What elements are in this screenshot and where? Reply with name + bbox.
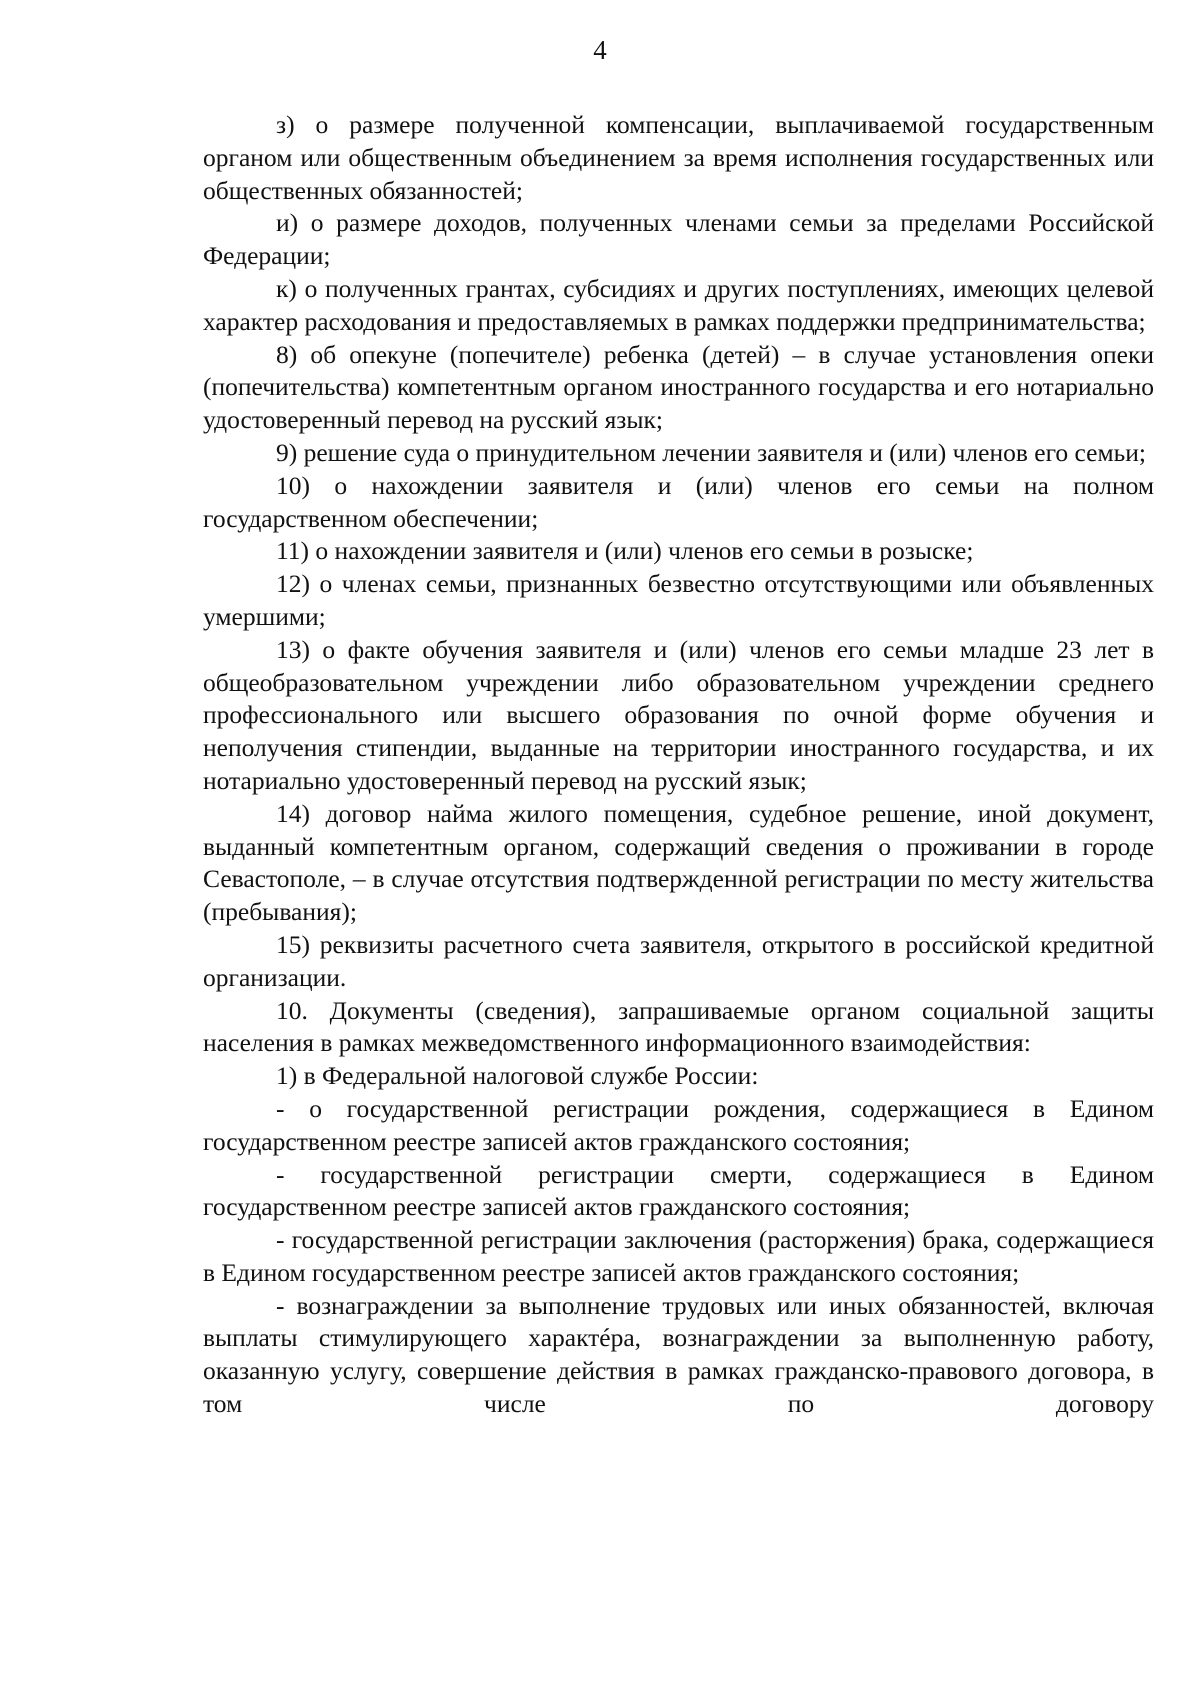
document-body: [203, 109, 1154, 1421]
paragraph-item-i: и) о размере доходов, полученных членами семьи за пределами Российской Федерации;: [203, 208, 1154, 271]
paragraph-item-11: 11) о нахождении заявителя и (или) членов его семьи в розыске;: [276, 536, 974, 566]
page-number: 4: [593, 35, 607, 65]
list-item-death-registration: - государственной регистрации смерти, содержащиеся в Едином государственном реестре записей актов гражданского состояния;: [203, 1159, 1154, 1222]
paragraph-item-14: 14) договор найма жилого помещения, судебное решение, иной документ, выданный компетентным органом, содержащий сведения о проживании в городе Севастополе, – в случае отсутствия подтвержденной регистрации по месту жительства (пребывания);: [203, 798, 1154, 927]
paragraph-item-12: 12) о членах семьи, признанных безвестно отсутствующими или объявленных умершими;: [203, 569, 1154, 631]
paragraph-item-z: з) о размере полученной компенсации, выплачиваемой государственным органом или общественным объединением за время исполнения государственных или общественных обязанностей;: [203, 110, 1154, 205]
paragraph-item-10: 10) о нахождении заявителя и (или) членов его семьи на полном государственном обеспечении;: [203, 470, 1154, 533]
paragraph-item-k: к) о полученных грантах, субсидиях и других поступлениях, имеющих целевой характер расходования и предоставляемых в рамках поддержки предпринимательства;: [203, 273, 1154, 336]
paragraph-item-15: 15) реквизиты расчетного счета заявителя, открытого в российской кредитной организации.: [203, 929, 1154, 992]
subsection-fns: 1) в Федеральной налоговой службе России:: [276, 1061, 759, 1091]
list-item-marriage-registration: - государственной регистрации заключения (расторжения) брака, содержащиеся в Едином государственном реестре записей актов гражданского состояния;: [203, 1225, 1154, 1287]
paragraph-item-13: 13) о факте обучения заявителя и (или) членов его семьи младше 23 лет в общеобразовательном учреждении либо образовательном учреждении среднего профессионального или высшего образования по очной форме обучения и неполучения стипендии, выданные на территории иностранного государства, и их нотариально удостоверенный перевод на русский язык;: [203, 634, 1154, 795]
list-item-birth-registration: - о государственной регистрации рождения, содержащиеся в Едином государственном реестре записей актов гражданского состояния;: [203, 1093, 1154, 1156]
paragraph-item-9: 9) решение суда о принудительном лечении заявителя и (или) членов его семьи;: [276, 437, 1146, 467]
list-item-remuneration: - вознаграждении за выполнение трудовых или иных обязанностей, включая выплаты стимулирующего характéра, вознаграждении за выполненную работу, оказанную услугу, совершение действия в рамках гражданско-правового договора, в том числе по договору: [203, 1290, 1154, 1419]
paragraph-item-8: 8) об опекуне (попечителе) ребенка (детей) – в случае установления опеки (попечительства) компетентным органом иностранного государства и его нотариально удостоверенный перевод на русский язык;: [203, 339, 1154, 435]
section-10-heading: 10. Документы (сведения), запрашиваемые органом социальной защиты населения в рамках межведомственного информационного взаимодействия:: [203, 995, 1154, 1058]
